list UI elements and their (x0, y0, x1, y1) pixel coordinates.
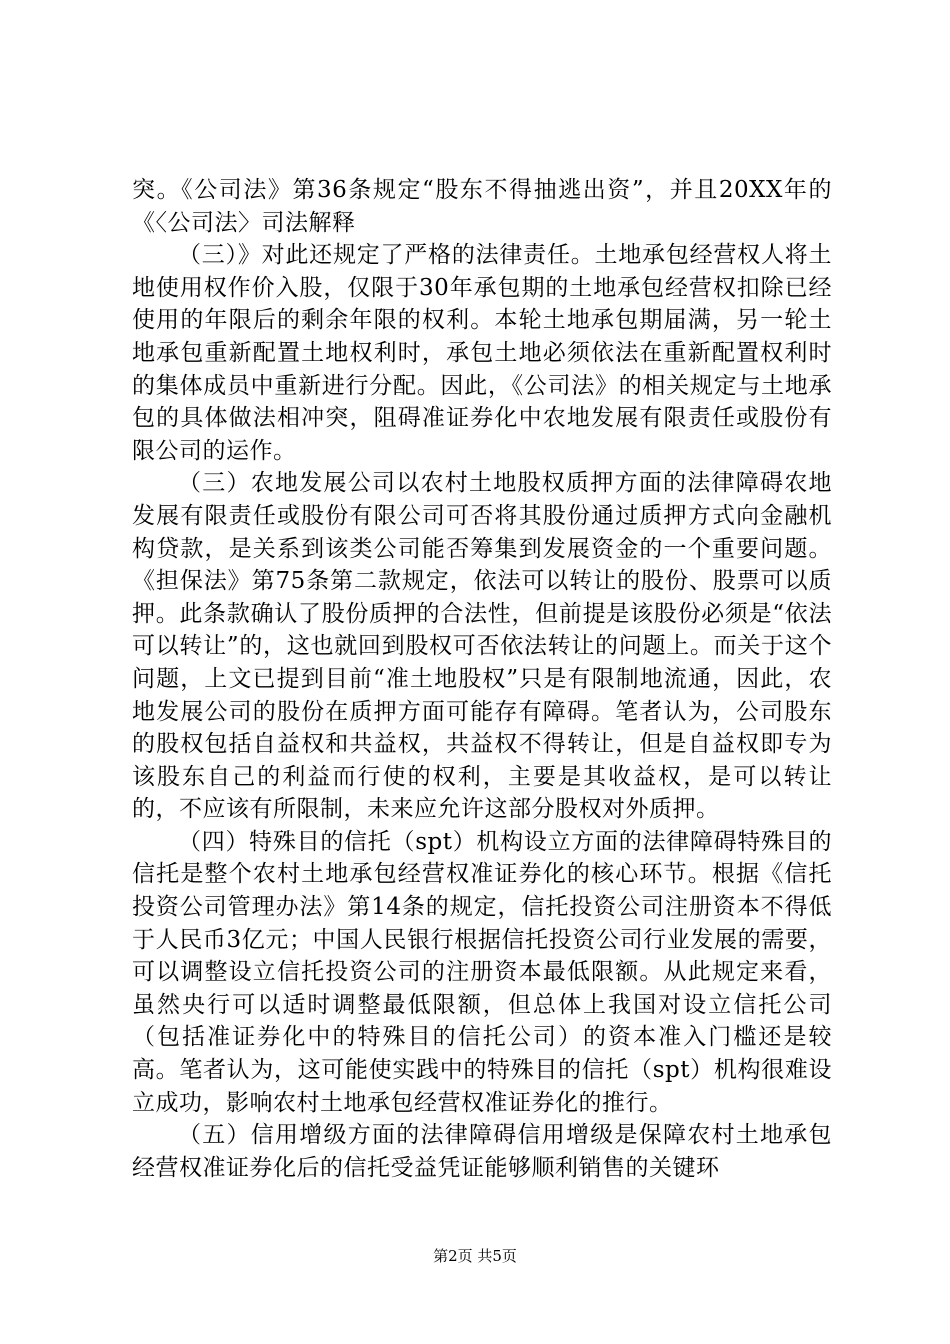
paragraph-continuation: 突。《公司法》第36条规定“股东不得抽逃出资”，并且20XX年的《〈公司法〉司法解释 (132, 177, 832, 236)
page-footer: 第2页 共5页 (433, 1247, 517, 1265)
paragraph-company-law-liability: （三）》对此还规定了严格的法律责任。土地承包经营权人将土地使用权作价入股，仅限于30年承包期的土地承包经营权扣除已经使用的年限后的剩余年限的权利。本轮土地承包期届满，另一轮土地承包重新配置土地权利时，承包土地必须依法在重新配置权利时的集体成员中重新进行分配。因此，《公司法》的相关规定与土地承包的具体做法相冲突，阻碍准证券化中农地发展有限责任或股份有限公司的运作。 (132, 242, 832, 464)
document-body (132, 174, 832, 1184)
paragraph-equity-pledge: （三）农地发展公司以农村土地股权质押方面的法律障碍农地发展有限责任或股份有限公司可否将其股份通过质押方式向金融机构贷款，是关系到该类公司能否筹集到发展资金的一个重要问题。《担保法》第75条第二款规定，依法可以转让的股份、股票可以质押。此条款确认了股份质押的合法性，但前提是该股份必须是“依法可以转让”的，这也就回到股权可否依法转让的问题上。而关于这个问题，上文已提到目前“准土地股权”只是有限制地流通，因此，农地发展公司的股份在质押方面可能存有障碍。笔者认为，公司股东的股权包括自益权和共益权，共益权不得转让，但是自益权即专为该股东自己的利益而行使的权利，主要是其收益权，是可以转让的，不应该有所限制，未来应允许这部分股权对外质押。 (132, 470, 832, 823)
paragraph-credit-enhancement: （五）信用增级方面的法律障碍信用增级是保障农村土地承包经营权准证券化后的信托受益凭证能够顺利销售的关键环 (132, 1122, 832, 1181)
paragraph-spt-institution: （四）特殊目的信托（spt）机构设立方面的法律障碍特殊目的信托是整个农村土地承包经营权准证券化的核心环节。根据《信托投资公司管理办法》第14条的规定，信托投资公司注册资本不得低于人民币3亿元；中国人民银行根据信托投资公司行业发展的需要，可以调整设立信托投资公司的注册资本最低限额。从此规定来看，虽然央行可以适时调整最低限额，但总体上我国对设立信托公司（包括准证券化中的特殊目的信托公司）的资本准入门槛还是较高。笔者认为，这可能使实践中的特殊目的信托（spt）机构很难设立成功，影响农村土地承包经营权准证券化的推行。 (132, 828, 832, 1116)
